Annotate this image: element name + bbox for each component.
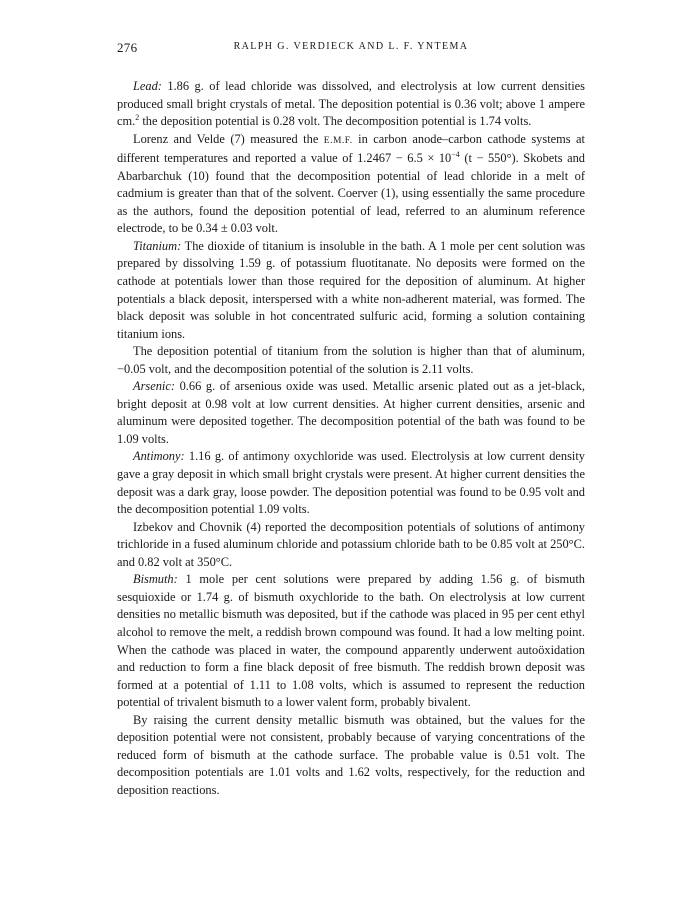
- paragraph-text: Izbekov and Chovnik (4) reported the decomposition potentials of solutions of antimony trichloride in a fused aluminum chloride and potassium chloride bath to be 0.85 volt at 250°C. and 0.82 volt at 350°C.: [117, 519, 585, 569]
- superscript: −4: [451, 150, 460, 160]
- paragraph-text: Lorenz and Velde (7) measured the: [133, 131, 324, 146]
- paragraph-text: The dioxide of titanium is insoluble in the bath. A 1 mole per cent solution was prepared by dissolving 1.59 g. of potassium fluotitanate. No deposits were formed on the cathode at potentials lower than those required for the deposition of aluminum. At higher potentials a black deposit, interspersed with a white non-adherent material, was formed. The black deposit was soluble in hot concentrated sulfuric acid, forming a solution containing titanium ions.: [117, 238, 586, 341]
- paragraph-text-middle: in carbon anode–carbon cathode systems at different temperatures and reported a value of 1.2467 − 6.5 × 10: [117, 131, 585, 166]
- superscript: 2: [135, 112, 140, 122]
- section-lead-titanium: Titanium:: [133, 238, 182, 253]
- page-number: 276: [117, 40, 138, 55]
- section-lead-lead: Lead:: [133, 79, 162, 93]
- section-lead-antimony: Antimony:: [133, 449, 185, 464]
- paragraph-text: By raising the current density metallic bismuth was obtained, but the values for the deposition potential were not consistent, probably because of varying concentrations of the reduced form of bismuth at the cathode surface. The probable value is 0.51 volt. The decomposition potentials are 1.01 volts and 1.62 volts, respectively, for the reduction and deposition reactions.: [117, 712, 585, 797]
- paragraph-text: The deposition potential of titanium from the solution is higher than that of aluminum, −0.05 volt, and the decomposition potential of the solution is 2.11 volts.: [117, 344, 585, 376]
- section-lead-arsenic: Arsenic:: [133, 379, 175, 394]
- paragraph-arsenic: [117, 378, 585, 448]
- paragraph-titanium: [117, 238, 585, 343]
- page-header: [117, 40, 585, 58]
- paragraph-titanium-deposition: [117, 343, 585, 378]
- paragraph-text-continued: (t − 550°). Skobets and Abarbarchuk (10) found that the decomposition potential of lead chloride in a melt of cadmium is greater than that of the solvent. Coerver (1), using essentially the same procedure as the authors, found the deposition potential of lead, referred to an aluminum reference electrode, to be 0.34 ± 0.03 volt.: [117, 151, 585, 236]
- section-lead-bismuth: Bismuth:: [133, 572, 178, 587]
- paragraph-text: 1 mole per cent solutions were prepared by adding 1.56 g. of bismuth sesquioxide or 1.74 g. of bismuth oxychloride to the bath. On electrolysis at low current densities no metallic bismuth was deposited, but if the cathode was placed in 95 per cent ethyl alcohol to remove the melt, a reddish brown compound was found. It had a low melting point. When the cathode was placed in water, the compound apparently underwent autoöxidation and reduction to form a fine black deposit of free bismuth. The reddish brown deposit was formed at a potential of 1.11 to 1.08 volts, which is assumed to represent the reduction potential of trivalent bismuth to a lower valent form, probably bivalent.: [117, 572, 585, 710]
- paragraph-bismuth: [117, 571, 585, 711]
- paragraph-text: 0.66 g. of arsenious oxide was used. Metallic arsenic plated out as a jet-black, bright deposit at 0.98 volt at low current densities. At higher current densities, arsenic and aluminum were deposited together. The decomposition potential of the bath was found to be 1.09 volts.: [117, 379, 585, 446]
- paragraph-izbekov-chovnik: [117, 519, 585, 572]
- paragraph-text: 1.86 g. of lead chloride was dissolved, and electrolysis at low current densities produced small bright crystals of metal. The deposition potential is 0.36 volt; above 1 ampere cm.: [117, 79, 585, 129]
- paragraph-text: 1.16 g. of antimony oxychloride was used. Electrolysis at low current density gave a gray deposit in which small bright crystals were present. At higher current densities the deposit was a dark gray, loose powder. The deposition potential was found to be 0.95 volt and the decomposition potential 1.09 volts.: [117, 449, 585, 517]
- small-caps-emf: E.M.F.: [323, 135, 353, 146]
- paragraph-lorenz-velde: [117, 131, 585, 238]
- article-body: [117, 78, 585, 799]
- paragraph-lead: [117, 78, 585, 131]
- running-head: RALPH G. VERDIECK AND L. F. YNTEMA: [233, 41, 469, 52]
- paragraph-text-continued: the deposition potential is 0.28 volt. The decomposition potential is 1.74 volts.: [139, 114, 532, 129]
- paragraph-current-density: [117, 712, 585, 800]
- paragraph-antimony: [117, 448, 585, 518]
